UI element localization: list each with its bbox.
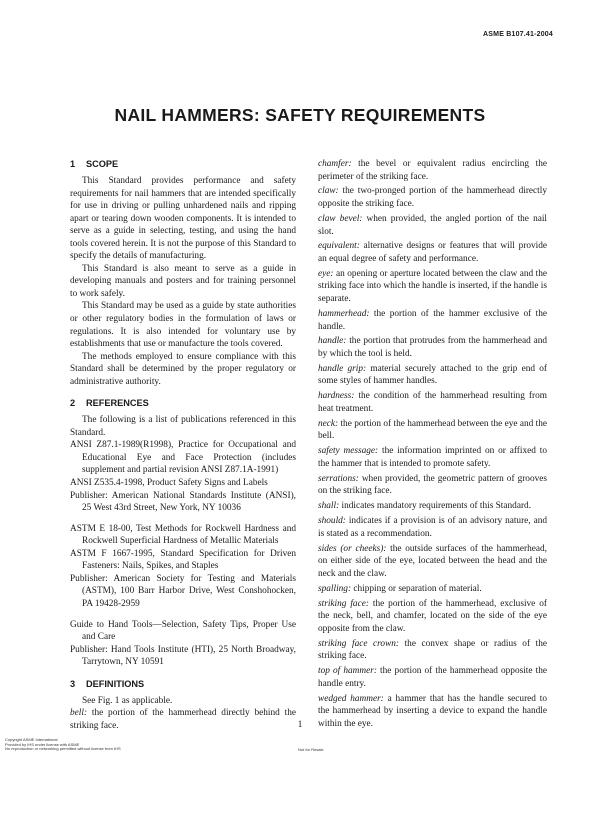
definition-entry bbox=[318, 308, 547, 333]
definition-text: alternative designs or features that will provide an equal degree of safety and performance. bbox=[318, 241, 547, 264]
definition-text: the portion of the hammerhead directly behind the striking face. bbox=[70, 708, 296, 731]
definition-entry bbox=[318, 473, 547, 498]
definition-entry bbox=[318, 335, 547, 360]
definition-text: the bevel or equivalent radius encircling the perimeter of the striking face. bbox=[318, 159, 547, 182]
definition-term: chamfer: bbox=[318, 159, 352, 169]
paragraph: This Standard is also meant to serve as a guide in developing manuals and posters and for training personnel to work safely. bbox=[70, 263, 296, 299]
right-column bbox=[318, 158, 547, 733]
definition-text: the condition of the hammerhead resulting from heat treatment. bbox=[318, 391, 547, 414]
definition-term: neck: bbox=[318, 418, 339, 429]
definition-term: hardness: bbox=[318, 391, 355, 402]
reference-item: ASTM F 1667-1995, Standard Specification for Driven Fasteners: Nails, Spikes, and Staples bbox=[70, 548, 296, 572]
definition-text: the portion of the hammerhead between the eye and the bell. bbox=[318, 418, 547, 442]
definition-term: hammerhead: bbox=[318, 308, 370, 319]
references-heading bbox=[70, 397, 296, 409]
reference-item: Publisher: Hand Tools Institute (HTI), 25 North Broadway, Tarrytown, NY 10591 bbox=[70, 644, 296, 668]
definition-text: indicates if a provision is of an advisory nature, and is stated as a recommendation. bbox=[318, 516, 547, 539]
definition-term: eye: bbox=[318, 268, 334, 279]
page-title: NAIL HAMMERS: SAFETY REQUIREMENTS bbox=[114, 105, 486, 125]
definition-entry bbox=[318, 390, 547, 415]
definition-entry bbox=[318, 665, 547, 690]
definition-term: handle grip: bbox=[318, 363, 367, 374]
paragraph: This Standard may be used as a guide by state authorities or other regulatory bodies in the formulation of laws or regulations. It is also intended for voluntary use by establishments that use or manufacture the tools covered. bbox=[70, 301, 296, 350]
reference-item: Publisher: American National Standards Institute (ANSI), 25 West 43rd Street, New York, NY 10036 bbox=[70, 490, 296, 514]
definition-term: top of hammer: bbox=[318, 666, 377, 677]
definition-entry bbox=[318, 583, 547, 596]
definition-text: material securely attached to the grip end of some styles of hammer handles. bbox=[318, 363, 547, 387]
definition-entry bbox=[318, 158, 547, 183]
definition-entry bbox=[318, 363, 547, 388]
definition-entry bbox=[318, 638, 547, 663]
definition-text: the portion of the hammerhead, exclusive of the neck, bell, and chamfer, located on the side of the eye opposite from the claw. bbox=[318, 598, 547, 634]
definition-entry bbox=[318, 185, 547, 210]
definition-term: equivalent: bbox=[318, 241, 360, 252]
definition-text: the portion that protrudes from the hammerhead and by which the tool is held. bbox=[318, 336, 547, 359]
definition-term: shall: bbox=[318, 501, 340, 512]
left-column bbox=[70, 158, 296, 741]
scope-section bbox=[70, 158, 296, 388]
definition-text: indicates mandatory requirements of this Standard. bbox=[339, 501, 532, 512]
footer-line: Provided by IHS under license with ASME bbox=[5, 741, 80, 747]
definition-entry bbox=[318, 268, 547, 306]
section-number: 3 bbox=[70, 678, 76, 689]
definition-text: an opening or aperture located between the claw and the striking face into which the handle is inserted, if the handle is separate. bbox=[318, 268, 547, 305]
scope-heading bbox=[70, 158, 296, 170]
definition-text: when provided, the angled portion of the nail slot. bbox=[318, 213, 548, 237]
definition-entry bbox=[318, 213, 547, 238]
definition-entry bbox=[318, 598, 547, 636]
definition-term: wedged hammer: bbox=[318, 693, 384, 704]
definition-term: should: bbox=[318, 516, 346, 527]
page-number: 1 bbox=[297, 720, 303, 730]
definition-text: the outside surfaces of the hammerhead, on either side of the eye, located between the head and the neck and the claw. bbox=[318, 543, 547, 579]
definition-term: sides (or cheeks): bbox=[318, 543, 387, 554]
definition-entry bbox=[318, 543, 547, 581]
copyright-footer bbox=[5, 738, 121, 752]
references-section bbox=[70, 397, 296, 668]
footer-line: No reproduction or networking permitted without license from IHS bbox=[5, 746, 121, 752]
paragraph: This Standard provides performance and safety requirements for nail hammers that are intended specifically for use in driving or pulling unhardened nails and ripping apart or tearing down wooden components. It is intended to serve as a guide in selecting, testing, and using the hand tools covered herein. It is not the purpose of this Standard to specify the details of manufacturing. bbox=[70, 176, 296, 262]
definition-term: safety message: bbox=[318, 446, 379, 457]
definitions-heading bbox=[70, 678, 296, 690]
reference-item: ANSI Z535.4-1998, Product Safety Signs and Labels bbox=[70, 478, 268, 489]
section-title: DEFINITIONS bbox=[86, 678, 145, 689]
footer-line: Copyright ASME International bbox=[5, 737, 58, 742]
paragraph: The following is a list of publications referenced in this Standard. bbox=[70, 415, 296, 438]
definition-text: the portion of the hammer exclusive of the handle. bbox=[318, 308, 547, 332]
section-number: 2 bbox=[70, 398, 76, 409]
definition-term: claw bevel: bbox=[318, 213, 363, 224]
definition-text: when provided, the geometric pattern of grooves on the striking face. bbox=[318, 473, 547, 497]
reference-item: Publisher: American Society for Testing and Materials (ASTM), 100 Barr Harbor Drive, West Conshohocken, PA 19428-2959 bbox=[70, 573, 296, 609]
definition-text: the portion of the hammerhead opposite the handle entry. bbox=[318, 666, 547, 689]
paragraph: See Fig. 1 as applicable. bbox=[82, 695, 173, 706]
definition-term: bell: bbox=[70, 708, 88, 719]
definition-text: the information imprinted on or affixed to the hammer that is intended to promote safety. bbox=[318, 446, 547, 469]
definition-entry bbox=[318, 515, 547, 540]
definitions-list-right bbox=[318, 158, 547, 730]
definition-term: spalling: bbox=[318, 583, 352, 594]
paragraph: The methods employed to ensure compliance with this Standard shall be determined by the proper regulatory or administrative authority. bbox=[70, 351, 296, 387]
reference-item: ANSI Z87.1-1989(R1998), Practice for Occupational and Educational Eye and Face Protection (includes supplement and partial revision ANSI Z87.1A-1991) bbox=[70, 440, 296, 476]
definition-entry bbox=[318, 445, 547, 470]
section-number: 1 bbox=[70, 159, 76, 169]
reference-item: Guide to Hand Tools—Selection, Safety Tips, Proper Use and Care bbox=[70, 619, 296, 643]
definition-term: claw: bbox=[318, 186, 339, 197]
definition-entry bbox=[318, 418, 547, 443]
definition-term: handle: bbox=[318, 336, 347, 347]
resale-notice: Not for Resale bbox=[298, 747, 324, 752]
definition-entry bbox=[318, 500, 547, 513]
section-title: SCOPE bbox=[86, 159, 119, 169]
definition-term: serrations: bbox=[318, 473, 359, 484]
definition-term: striking face crown: bbox=[318, 638, 400, 649]
definition-text: the two-pronged portion of the hammerhead directly opposite the striking face. bbox=[318, 186, 547, 210]
definition-term: striking face: bbox=[318, 598, 369, 609]
standard-id: ASME B107.41-2004 bbox=[483, 31, 553, 38]
reference-item: ASTM E 18-00, Test Methods for Rockwell Hardness and Rockwell Superficial Hardness of Metallic Materials bbox=[70, 523, 296, 547]
definition-entry bbox=[318, 240, 547, 265]
definition-text: a hammer that has the handle secured to the hammerhead by inserting a device to expand the handle within the eye. bbox=[318, 693, 547, 729]
definition-text: the convex shape or radius of the striking face. bbox=[318, 638, 547, 662]
definition-text: chipping or separation of material. bbox=[351, 583, 482, 594]
section-title: REFERENCES bbox=[86, 398, 149, 409]
